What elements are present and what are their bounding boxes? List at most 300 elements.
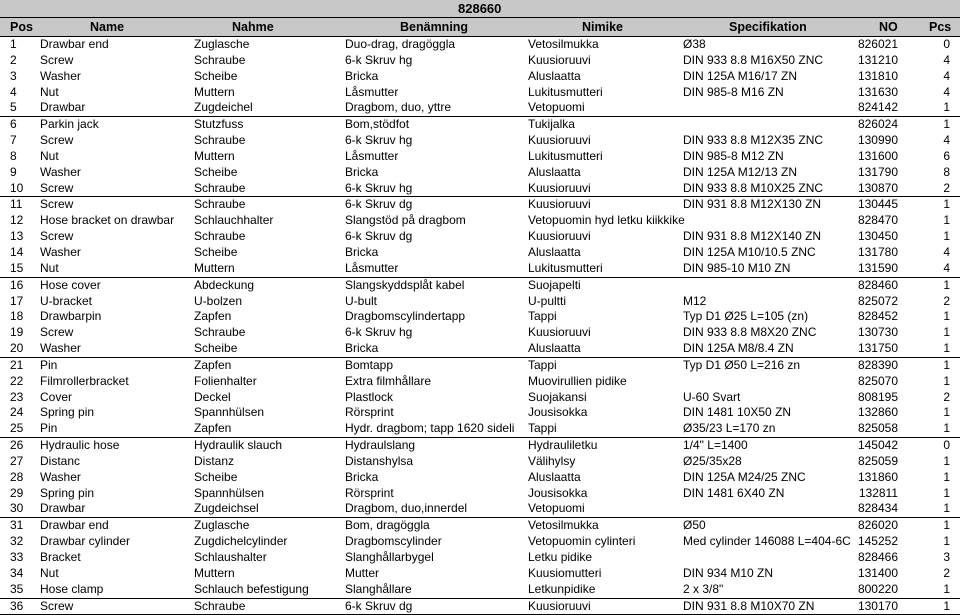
part-number-title: 828660 xyxy=(458,1,502,16)
cell-benamning: Bom, dragöggla xyxy=(345,518,430,533)
cell-pos: 34 xyxy=(10,565,24,580)
cell-pos: 5 xyxy=(10,100,17,115)
table-row xyxy=(0,518,960,534)
cell-pos: 3 xyxy=(10,68,17,83)
cell-benamning: 6-k Skruv hg xyxy=(345,325,413,340)
cell-specifikation: DIN 985-10 M10 ZN xyxy=(683,260,791,275)
cell-pos: 9 xyxy=(10,164,17,179)
table-row xyxy=(0,165,960,181)
cell-no: 130990 xyxy=(857,133,898,148)
table-row xyxy=(0,261,960,278)
cell-name: Hose bracket on drawbar xyxy=(40,213,175,228)
table-row xyxy=(0,197,960,213)
cell-benamning: 6-k Skruv dg xyxy=(345,598,413,613)
cell-no: 826021 xyxy=(857,37,898,51)
cell-name: Cover xyxy=(40,389,73,404)
cell-no: 828466 xyxy=(857,550,898,564)
cell-pos: 26 xyxy=(10,438,24,453)
cell-specifikation: Typ D1 Ø50 L=216 zn xyxy=(683,357,801,372)
cell-nimike: Letkunpidike xyxy=(528,581,596,596)
header-nimike: Nimike xyxy=(582,20,623,34)
table-row xyxy=(0,405,960,421)
cell-specifikation: DIN 933 8.8 M16X50 ZNC xyxy=(683,52,824,67)
cell-benamning: Bomtapp xyxy=(345,357,394,372)
cell-specifikation: Ø25/35x28 xyxy=(683,453,742,468)
cell-pos: 29 xyxy=(10,485,24,500)
cell-name: Nut xyxy=(40,84,59,99)
cell-pos: 23 xyxy=(10,389,24,404)
cell-nimike: Lukitusmutteri xyxy=(528,84,603,99)
cell-nahme: Scheibe xyxy=(194,68,238,83)
cell-nimike: Jousisokka xyxy=(528,405,588,420)
cell-pcs: 4 xyxy=(943,84,950,99)
cell-specifikation: DIN 125A M8/8.4 ZN xyxy=(683,341,794,356)
cell-specifikation: Ø50 xyxy=(683,518,706,533)
table-row xyxy=(0,85,960,101)
cell-benamning: Hydraulslang xyxy=(345,438,416,453)
cell-nimike: Kuusioruuvi xyxy=(528,52,591,67)
header-no: NO xyxy=(879,20,898,34)
table-row xyxy=(0,550,960,566)
cell-pos: 27 xyxy=(10,453,24,468)
cell-specifikation: DIN 1481 10X50 ZN xyxy=(683,405,792,420)
cell-pcs: 3 xyxy=(943,550,950,564)
cell-nahme: Muttern xyxy=(194,148,235,163)
cell-no: 132860 xyxy=(857,405,898,420)
cell-pos: 18 xyxy=(10,309,24,324)
table-row xyxy=(0,534,960,550)
cell-pos: 1 xyxy=(10,37,17,51)
cell-name: Parkin jack xyxy=(40,117,99,132)
cell-nimike: Kuusioruuvi xyxy=(528,180,591,195)
cell-benamning: Rörsprint xyxy=(345,405,394,420)
cell-pcs: 1 xyxy=(943,341,950,356)
table-row xyxy=(0,325,960,341)
table-row xyxy=(0,374,960,390)
cell-no: 826024 xyxy=(857,117,898,132)
cell-name: Drawbar cylinder xyxy=(40,534,131,549)
cell-benamning: 6-k Skruv dg xyxy=(345,197,413,212)
cell-benamning: Dragbom, duo, yttre xyxy=(345,100,452,115)
table-row xyxy=(0,438,960,454)
cell-name: Washer xyxy=(40,164,81,179)
cell-nimike: Välihylsy xyxy=(528,453,576,468)
cell-pos: 10 xyxy=(10,180,24,195)
cell-nimike: Aluslaatta xyxy=(528,68,581,83)
cell-benamning: Slangskyddsplåt kabel xyxy=(345,277,465,292)
cell-pcs: 4 xyxy=(943,133,950,148)
cell-pos: 7 xyxy=(10,133,17,148)
cell-name: Nut xyxy=(40,565,59,580)
cell-no: 825072 xyxy=(857,293,898,308)
cell-nimike: Letku pidike xyxy=(528,550,593,564)
table-row xyxy=(0,100,960,117)
cell-name: Washer xyxy=(40,244,81,259)
cell-specifikation: DIN 125A M24/25 ZNC xyxy=(683,469,806,484)
cell-benamning: Bricka xyxy=(345,244,379,259)
cell-pcs: 2 xyxy=(943,565,950,580)
cell-nahme: Zugdeichel xyxy=(194,100,253,115)
cell-pcs: 2 xyxy=(943,389,950,404)
cell-nimike: Vetosilmukka xyxy=(528,37,599,51)
table-row xyxy=(0,117,960,133)
cell-no: 131400 xyxy=(857,565,898,580)
cell-name: Screw xyxy=(40,325,74,340)
cell-pcs: 0 xyxy=(943,37,950,51)
cell-nimike: Kuusioruuvi xyxy=(528,197,591,212)
cell-specifikation: U-60 Svart xyxy=(683,389,741,404)
cell-specifikation: DIN 933 8.8 M12X35 ZNC xyxy=(683,133,824,148)
table-row xyxy=(0,149,960,165)
cell-no: 828452 xyxy=(857,309,898,324)
table-row xyxy=(0,421,960,438)
cell-pcs: 1 xyxy=(943,518,950,533)
cell-name: Washer xyxy=(40,341,81,356)
cell-benamning: Plastlock xyxy=(345,389,394,404)
cell-pcs: 4 xyxy=(943,244,950,259)
cell-nahme: Scheibe xyxy=(194,469,238,484)
cell-nimike: Suojakansi xyxy=(528,389,587,404)
cell-name: Screw xyxy=(40,197,74,212)
table-row xyxy=(0,309,960,325)
cell-name: Hose clamp xyxy=(40,581,104,596)
column-header-row xyxy=(0,18,960,37)
cell-nimike: Tappi xyxy=(528,421,557,436)
cell-pcs: 1 xyxy=(943,100,950,115)
cell-nimike: Vetopuomin hyd letku kiikkike xyxy=(528,213,685,228)
table-row xyxy=(0,213,960,229)
cell-name: Hydraulic hose xyxy=(40,438,120,453)
cell-nahme: Folienhalter xyxy=(194,373,257,388)
cell-specifikation: DIN 985-8 M16 ZN xyxy=(683,84,784,99)
cell-no: 131630 xyxy=(857,84,898,99)
cell-no: 130730 xyxy=(857,325,898,340)
cell-nahme: U-bolzen xyxy=(194,293,243,308)
cell-nahme: Zugdeichsel xyxy=(194,501,259,516)
cell-benamning: Dragbomscylindertapp xyxy=(345,309,466,324)
cell-benamning: Dragbom, duo,innerdel xyxy=(345,501,468,516)
cell-name: Screw xyxy=(40,180,74,195)
cell-pos: 30 xyxy=(10,501,24,516)
cell-pcs: 4 xyxy=(943,68,950,83)
cell-nahme: Schraube xyxy=(194,325,246,340)
cell-nahme: Spannhülsen xyxy=(194,485,265,500)
cell-nahme: Schlaushalter xyxy=(194,550,267,564)
cell-no: 130445 xyxy=(857,197,898,212)
cell-benamning: Dragbomscylinder xyxy=(345,534,442,549)
cell-nahme: Muttern xyxy=(194,260,235,275)
cell-nimike: Hydrauliletku xyxy=(528,438,598,453)
cell-no: 808195 xyxy=(857,389,898,404)
cell-benamning: Mutter xyxy=(345,565,380,580)
cell-no: 132811 xyxy=(858,485,898,500)
cell-pos: 2 xyxy=(10,52,17,67)
table-row xyxy=(0,181,960,198)
cell-no: 131810 xyxy=(857,68,898,83)
cell-nahme: Zuglasche xyxy=(194,518,250,533)
cell-pos: 15 xyxy=(10,260,24,275)
header-benamning: Benämning xyxy=(400,20,469,34)
cell-specifikation: 2 x 3/8" xyxy=(683,581,724,596)
cell-benamning: Hydr. dragbom; tapp 1620 sideli xyxy=(345,421,515,436)
cell-benamning: Slanghållarbygel xyxy=(345,550,434,564)
header-pcs: Pcs xyxy=(929,20,952,34)
cell-benamning: Bricka xyxy=(345,341,379,356)
cell-pcs: 1 xyxy=(943,357,950,372)
table-row xyxy=(0,37,960,53)
cell-benamning: Låsmutter xyxy=(345,260,399,275)
cell-nimike: U-pultti xyxy=(528,293,567,308)
cell-benamning: Låsmutter xyxy=(345,84,399,99)
cell-nahme: Stutzfuss xyxy=(194,117,244,132)
cell-pcs: 1 xyxy=(943,325,950,340)
cell-nimike: Aluslaatta xyxy=(528,469,581,484)
cell-specifikation: Typ D1 Ø25 L=105 (zn) xyxy=(683,309,809,324)
cell-no: 828434 xyxy=(857,501,898,516)
header-pos: Pos xyxy=(10,20,33,34)
cell-pos: 36 xyxy=(10,598,24,613)
cell-no: 130870 xyxy=(857,180,898,195)
cell-no: 131600 xyxy=(857,148,898,163)
cell-pcs: 1 xyxy=(943,277,950,292)
cell-nimike: Aluslaatta xyxy=(528,341,581,356)
cell-specifikation: DIN 934 M10 ZN xyxy=(683,565,774,580)
cell-benamning: Bom,stödfot xyxy=(345,117,410,132)
cell-specifikation: Med cylinder 146088 L=404-6C xyxy=(683,534,851,549)
cell-name: Hose cover xyxy=(40,277,101,292)
cell-pos: 8 xyxy=(10,148,17,163)
table-row xyxy=(0,229,960,245)
cell-pos: 19 xyxy=(10,325,24,340)
cell-name: Washer xyxy=(40,469,81,484)
cell-specifikation: 1/4" L=1400 xyxy=(683,438,748,453)
cell-specifikation: DIN 931 8.8 M10X70 ZN xyxy=(683,598,815,613)
cell-nahme: Schlauchhalter xyxy=(194,213,274,228)
cell-nahme: Muttern xyxy=(194,565,235,580)
cell-name: Filmrollerbracket xyxy=(40,373,129,388)
cell-specifikation: DIN 933 8.8 M8X20 ZNC xyxy=(683,325,817,340)
cell-no: 131790 xyxy=(857,164,898,179)
cell-benamning: Låsmutter xyxy=(345,148,399,163)
cell-benamning: Distanshylsa xyxy=(345,453,414,468)
cell-nimike: Aluslaatta xyxy=(528,164,581,179)
cell-nimike: Suojapelti xyxy=(528,277,581,292)
cell-nimike: Tappi xyxy=(528,309,557,324)
cell-benamning: Rörsprint xyxy=(345,485,394,500)
cell-nahme: Zapfen xyxy=(194,421,232,436)
cell-name: Pin xyxy=(40,421,58,436)
cell-name: Screw xyxy=(40,598,74,613)
cell-nahme: Scheibe xyxy=(194,164,238,179)
cell-no: 131860 xyxy=(857,469,898,484)
cell-specifikation: DIN 125A M16/17 ZN xyxy=(683,68,798,83)
cell-nahme: Schraube xyxy=(194,133,246,148)
cell-specifikation: Ø38 xyxy=(683,37,706,51)
table-row xyxy=(0,278,960,294)
cell-name: Bracket xyxy=(40,550,81,564)
cell-nahme: Distanz xyxy=(194,453,235,468)
cell-pos: 20 xyxy=(10,341,24,356)
cell-pcs: 2 xyxy=(943,180,950,195)
cell-nahme: Schraube xyxy=(194,197,246,212)
cell-name: Drawbarpin xyxy=(40,309,102,324)
cell-pcs: 1 xyxy=(943,485,950,500)
cell-pos: 35 xyxy=(10,581,24,596)
cell-pos: 21 xyxy=(10,357,24,372)
header-name: Name xyxy=(90,20,125,34)
cell-specifikation: DIN 933 8.8 M10X25 ZNC xyxy=(683,180,824,195)
cell-pcs: 2 xyxy=(943,293,950,308)
cell-pos: 11 xyxy=(10,197,23,212)
cell-pos: 22 xyxy=(10,373,24,388)
cell-pos: 13 xyxy=(10,229,24,244)
cell-nahme: Hydraulik slauch xyxy=(194,438,283,453)
cell-no: 145042 xyxy=(857,438,898,453)
cell-name: Spring pin xyxy=(40,485,95,500)
cell-no: 826020 xyxy=(857,518,898,533)
cell-pcs: 1 xyxy=(943,229,950,244)
cell-nimike: Vetopuomi xyxy=(528,501,585,516)
cell-nahme: Deckel xyxy=(194,389,231,404)
cell-pcs: 1 xyxy=(943,405,950,420)
cell-nimike: Kuusiomutteri xyxy=(528,565,602,580)
table-row xyxy=(0,599,960,615)
table-row xyxy=(0,470,960,486)
cell-name: Drawbar xyxy=(40,100,86,115)
cell-benamning: Bricka xyxy=(345,68,379,83)
cell-pcs: 8 xyxy=(943,164,950,179)
cell-name: Screw xyxy=(40,133,74,148)
cell-pos: 12 xyxy=(10,213,24,228)
cell-specifikation: DIN 125A M12/13 ZN xyxy=(683,164,798,179)
table-row xyxy=(0,341,960,358)
cell-pos: 24 xyxy=(10,405,24,420)
cell-pcs: 1 xyxy=(943,534,950,549)
cell-nahme: Zuglasche xyxy=(194,37,250,51)
cell-specifikation: DIN 931 8.8 M12X130 ZN xyxy=(683,197,822,212)
cell-pos: 14 xyxy=(10,244,24,259)
cell-name: Drawbar xyxy=(40,501,86,516)
cell-pcs: 1 xyxy=(943,453,950,468)
cell-no: 825059 xyxy=(857,453,898,468)
cell-pcs: 1 xyxy=(943,581,950,596)
header-specifikation: Specifikation xyxy=(729,20,807,34)
cell-benamning: Slangstöd på dragbom xyxy=(345,213,466,228)
cell-no: 800220 xyxy=(857,581,898,596)
cell-name: Distanc xyxy=(40,453,81,468)
cell-specifikation: Ø35/23 L=170 zn xyxy=(683,421,776,436)
cell-nimike: Tukijalka xyxy=(528,117,575,132)
table-row xyxy=(0,454,960,470)
cell-no: 131210 xyxy=(857,52,898,67)
cell-name: Drawbar end xyxy=(40,518,109,533)
cell-pcs: 1 xyxy=(943,421,950,436)
table-row xyxy=(0,566,960,582)
cell-pos: 31 xyxy=(10,518,24,533)
cell-nahme: Spannhülsen xyxy=(194,405,265,420)
cell-name: Spring pin xyxy=(40,405,95,420)
cell-nimike: Lukitusmutteri xyxy=(528,260,603,275)
cell-nahme: Scheibe xyxy=(194,341,238,356)
parts-table-body xyxy=(0,37,960,615)
cell-pos: 4 xyxy=(10,84,17,99)
cell-nimike: Vetopuomin cylinteri xyxy=(528,534,636,549)
cell-no: 130170 xyxy=(857,598,898,613)
table-row xyxy=(0,486,960,502)
table-row xyxy=(0,53,960,69)
cell-pos: 17 xyxy=(10,293,24,308)
cell-nimike: Kuusioruuvi xyxy=(528,325,591,340)
cell-nahme: Schraube xyxy=(194,52,246,67)
cell-benamning: Duo-drag, dragöggla xyxy=(345,37,456,51)
cell-nimike: Jousisokka xyxy=(528,485,588,500)
table-row xyxy=(0,245,960,261)
cell-nahme: Schlauch befestigung xyxy=(194,581,309,596)
cell-pcs: 0 xyxy=(943,438,950,453)
cell-name: Screw xyxy=(40,229,74,244)
title-bar xyxy=(0,0,960,18)
cell-nimike: Tappi xyxy=(528,357,557,372)
cell-name: Pin xyxy=(40,357,58,372)
cell-nimike: Aluslaatta xyxy=(528,244,581,259)
cell-nimike: Kuusioruuvi xyxy=(528,229,591,244)
table-row xyxy=(0,582,960,599)
cell-no: 131780 xyxy=(857,244,898,259)
table-row xyxy=(0,294,960,310)
cell-pcs: 1 xyxy=(943,213,950,228)
cell-benamning: Slanghållare xyxy=(345,581,412,596)
cell-no: 131590 xyxy=(857,260,898,275)
cell-pos: 25 xyxy=(10,421,24,436)
cell-nahme: Zugdichelcylinder xyxy=(194,534,288,549)
cell-no: 828470 xyxy=(857,213,898,228)
cell-benamning: Bricka xyxy=(345,469,379,484)
cell-specifikation: DIN 985-8 M12 ZN xyxy=(683,148,784,163)
cell-specifikation: DIN 1481 6X40 ZN xyxy=(683,485,785,500)
cell-nimike: Lukitusmutteri xyxy=(528,148,603,163)
table-row xyxy=(0,390,960,406)
cell-specifikation: DIN 931 8.8 M12X140 ZN xyxy=(683,229,822,244)
table-row xyxy=(0,69,960,85)
cell-pcs: 1 xyxy=(943,373,950,388)
cell-pos: 33 xyxy=(10,550,24,564)
cell-nahme: Schraube xyxy=(194,229,246,244)
cell-benamning: U-bult xyxy=(345,293,378,308)
cell-no: 825058 xyxy=(857,421,898,436)
cell-no: 825070 xyxy=(857,373,898,388)
cell-benamning: Bricka xyxy=(345,164,379,179)
cell-benamning: 6-k Skruv hg xyxy=(345,52,413,67)
cell-pos: 32 xyxy=(10,534,24,549)
cell-benamning: 6-k Skruv hg xyxy=(345,180,413,195)
cell-nahme: Schraube xyxy=(194,180,246,195)
cell-nahme: Scheibe xyxy=(194,244,238,259)
cell-benamning: 6-k Skruv hg xyxy=(345,133,413,148)
cell-pos: 28 xyxy=(10,469,24,484)
cell-nahme: Zapfen xyxy=(194,357,232,372)
cell-specifikation: DIN 125A M10/10.5 ZNC xyxy=(683,244,816,259)
cell-pcs: 6 xyxy=(943,148,950,163)
cell-no: 824142 xyxy=(857,100,898,115)
cell-benamning: Extra filmhållare xyxy=(345,373,432,388)
table-row xyxy=(0,133,960,149)
cell-name: Nut xyxy=(40,260,59,275)
cell-pos: 6 xyxy=(10,117,17,132)
cell-nimike: Vetosilmukka xyxy=(528,518,599,533)
cell-pcs: 4 xyxy=(943,52,950,67)
cell-nahme: Muttern xyxy=(194,84,235,99)
cell-benamning: 6-k Skruv dg xyxy=(345,229,413,244)
